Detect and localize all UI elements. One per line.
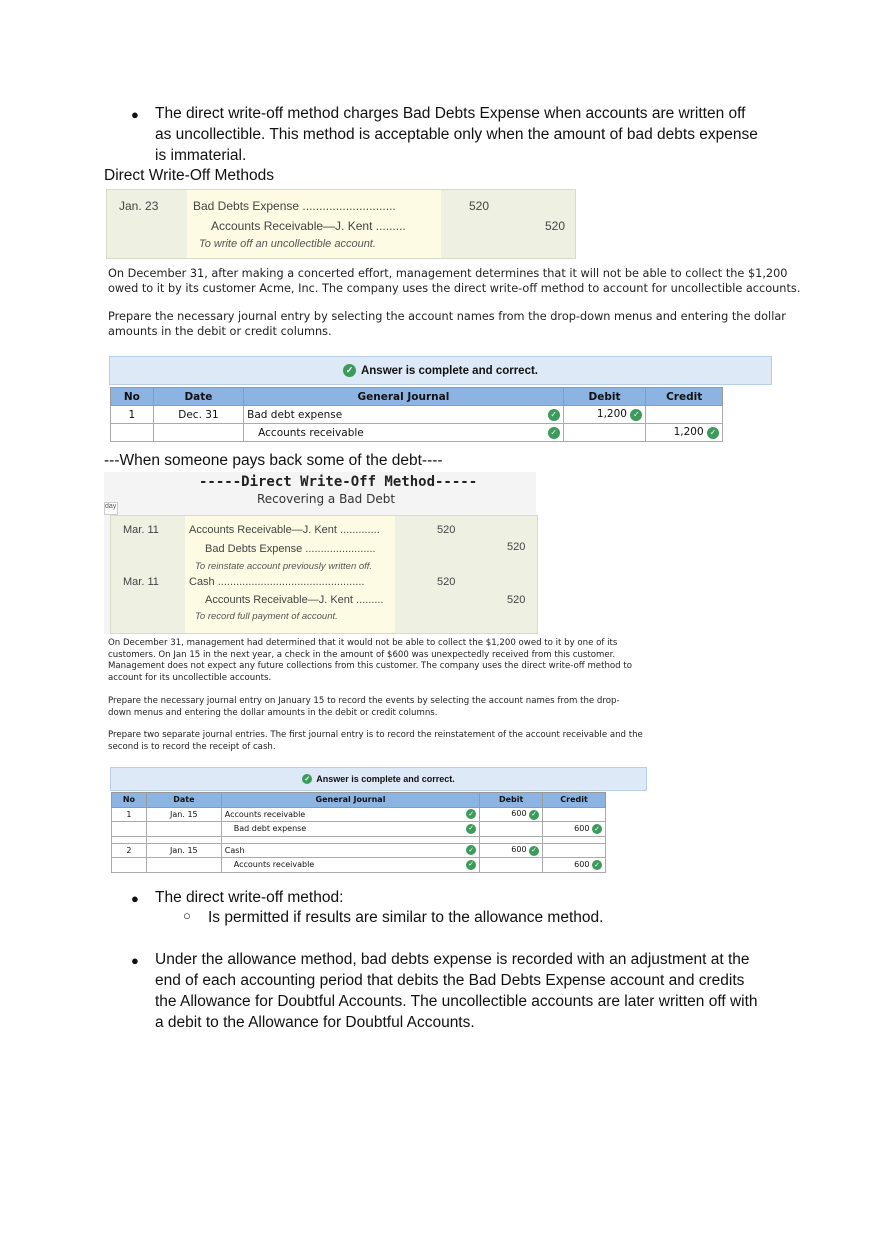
sub-bullet-circle: ○ (183, 908, 191, 923)
bullet-writeoff-definition: The direct write-off method charges Bad Debts Expense when accounts are written off as uncollectible. This method is acceptable only when the amount of bad debts expense is immaterial. (155, 105, 758, 164)
col-no: No (111, 388, 154, 406)
table-row (112, 822, 606, 837)
general-journal-table-2 (111, 792, 606, 873)
journal-credit-amount: 520 (545, 219, 566, 233)
debit-input[interactable]: 600 ✓ (480, 807, 543, 822)
debit-input[interactable] (480, 858, 543, 873)
account-select[interactable]: Accounts receivable ✓ (221, 807, 479, 822)
credit-input[interactable] (543, 843, 606, 858)
divider-text: ---When someone pays back some of the debt---- (104, 452, 443, 469)
credit-input[interactable]: 600 ✓ (543, 858, 606, 873)
check-icon: ✓ (630, 409, 642, 421)
question2-prompt: On December 31, management had determined that it would not be able to collect the $1,200 owed to it by one of its customers. On Jan 15 in the next year, a check in the amount of $600 was unexpectedly received from this customer. Management does not expect any future collections from this customer. The company uses the direct write-off method to account for its uncollectible accounts. (108, 638, 632, 683)
recovery-journal: Mar. 11 Accounts Receivable—J. Kent ............. 520 Bad Debts Expense ....................... 520 To reinstate account previously written off. Mar. 11 Cash ................................................ 520 Accounts Receivable—J. Kent ......... 520 To record full payment of account. (110, 515, 538, 634)
credit-input[interactable] (646, 406, 723, 424)
check-icon: ✓ (529, 846, 539, 856)
table-row (111, 424, 723, 442)
check-icon: ✓ (548, 427, 560, 439)
check-icon: ✓ (548, 409, 560, 421)
journal-date: Jan. 23 (119, 199, 159, 213)
journal-credit-account: Accounts Receivable—J. Kent ......... (211, 219, 406, 233)
col-credit: Credit (646, 388, 723, 406)
check-icon: ✓ (466, 845, 476, 855)
bullet-dot: ● (131, 891, 139, 906)
question2-instructions: Prepare the necessary journal entry on January 15 to record the events by selecting the account names from the drop- down menus and entering the dollar amounts in the debit or credit columns. (108, 696, 620, 718)
account-select[interactable]: Bad debt expense ✓ (244, 406, 564, 424)
answer-status-bar: ✓ Answer is complete and correct. (109, 356, 772, 385)
journal-debit-amount: 520 (469, 199, 490, 213)
debit-input[interactable]: 600 ✓ (480, 843, 543, 858)
bullet-dot: ● (131, 107, 139, 122)
table-row: 2 Jan. 15 Cash ✓ 600 ✓ (112, 843, 606, 858)
question1-prompt: On December 31, after making a concerted effort, management determines that it will not be able to collect the $1,200 owed to it by its customer Acme, Inc. The company uses the direct write-off method to account for uncollectible accounts. (108, 267, 801, 295)
journal-entry-writeoff (106, 189, 576, 259)
col-date: Date (153, 388, 243, 406)
table-row: 1 Dec. 31 Bad debt expense ✓ 1,200 ✓ (111, 406, 723, 424)
table-header-row: No Date General Journal Debit Credit (112, 793, 606, 808)
general-journal-table-1 (110, 387, 723, 442)
table-header-row (111, 388, 723, 406)
check-icon: ✓ (466, 809, 476, 819)
account-select[interactable]: Bad debt expense ✓ (221, 822, 479, 837)
col-debit: Debit (563, 388, 646, 406)
check-icon: ✓ (466, 860, 476, 870)
check-icon: ✓ (707, 427, 719, 439)
question1-instructions: Prepare the necessary journal entry by selecting the account names from the drop-down menus and entering the dollar amounts in the debit or credit columns. (108, 310, 786, 338)
debit-input[interactable]: 1,200 ✓ (563, 406, 646, 424)
check-icon: ✓ (529, 810, 539, 820)
table-row: 1 Jan. 15 Accounts receivable ✓ 600 ✓ (112, 807, 606, 822)
check-icon: ✓ (302, 774, 312, 784)
credit-input[interactable] (543, 807, 606, 822)
dwo-subtitle: Recovering a Bad Debt (257, 492, 396, 506)
dwo-tag: day (104, 502, 118, 515)
bullet-allowance-method: Under the allowance method, bad debts expense is recorded with an adjustment at the end of each accounting period that debits the Bad Debts Expense account and credits the Allowance for Doubtful Accounts. The uncollectible accounts are later written off with a debit to the Allowance for Doubtful Accounts. (155, 951, 758, 1031)
account-select[interactable]: Cash ✓ (221, 843, 479, 858)
table-spacer-row (112, 836, 606, 843)
journal-memo: To write off an uncollectible account. (199, 238, 376, 250)
bullet-dot: ● (131, 953, 139, 968)
check-icon: ✓ (592, 824, 602, 834)
sub-bullet-permitted: Is permitted if results are similar to the allowance method. (208, 909, 604, 926)
journal-debit-account: Bad Debts Expense ............................ (193, 199, 396, 213)
section-title: Direct Write-Off Methods (104, 167, 274, 184)
debit-input[interactable] (563, 424, 646, 442)
col-general-journal: General Journal (244, 388, 564, 406)
credit-input[interactable]: 1,200 ✓ (646, 424, 723, 442)
account-select[interactable]: Accounts receivable ✓ (244, 424, 564, 442)
table-row (112, 858, 606, 873)
debit-input[interactable] (480, 822, 543, 837)
question2-entries-note: Prepare two separate journal entries. The first journal entry is to record the reinstatement of the account receivable and the second is to record the receipt of cash. (108, 730, 643, 752)
credit-input[interactable]: 600 ✓ (543, 822, 606, 837)
bullet-direct-writeoff: The direct write-off method: (155, 889, 344, 906)
account-select[interactable]: Accounts receivable ✓ (221, 858, 479, 873)
check-icon: ✓ (466, 824, 476, 834)
check-icon: ✓ (592, 860, 602, 870)
dwo-title: -----Direct Write-Off Method----- (199, 474, 478, 490)
answer-status-bar-2: ✓ Answer is complete and correct. (110, 767, 647, 791)
check-icon: ✓ (343, 364, 356, 377)
recovery-illustration (104, 472, 536, 634)
